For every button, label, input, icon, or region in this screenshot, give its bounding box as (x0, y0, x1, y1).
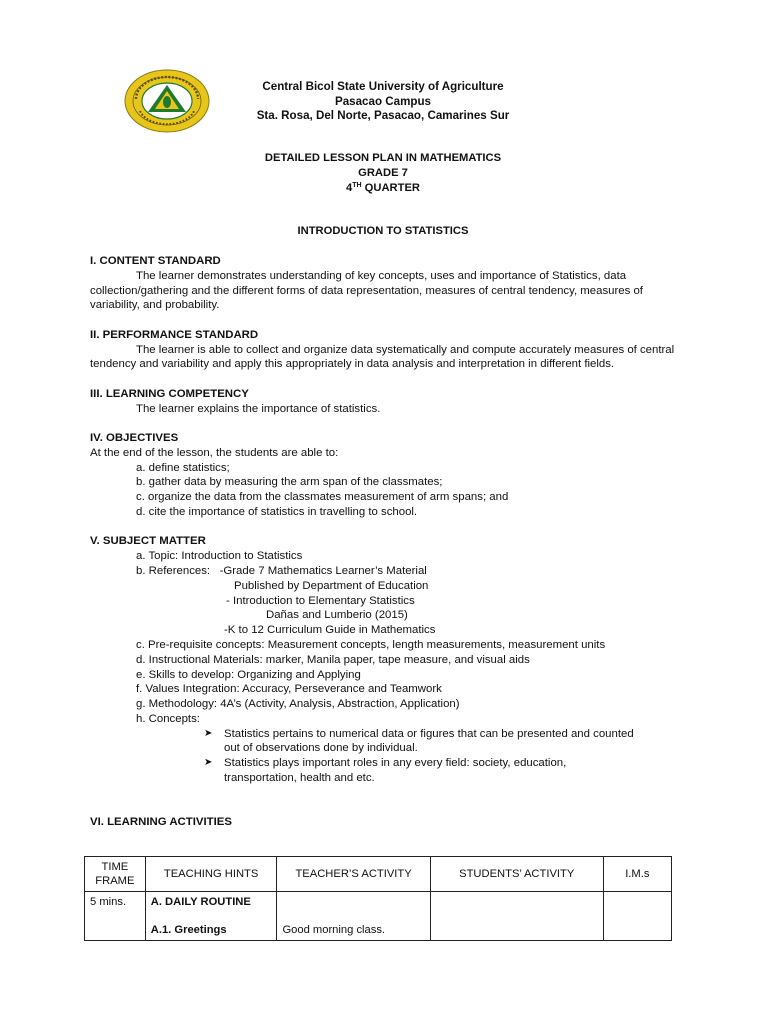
section-title-content-standard: I. CONTENT STANDARD (90, 255, 221, 267)
teacher-line: Good morning class. (282, 924, 386, 936)
column-header-ims: I.M.s (603, 857, 671, 892)
performance-standard-body: The learner is able to collect and organize data systematically and compute accurately measures of central tendency and variability and apply this appropriately in data analysis and interpretation in different fields. (90, 343, 675, 371)
column-header-teaching-hints: TEACHING HINTS (145, 857, 277, 892)
campus-name: Pasacao Campus (334, 94, 432, 108)
instructional-materials: d. Instructional Materials: marker, Manila paper, tape measure, and visual aids (136, 653, 530, 666)
table-header-row (85, 857, 672, 892)
section-title-subject-matter: V. SUBJECT MATTER (90, 535, 206, 548)
objective-item: b. gather data by measuring the arm span of the classmates; (136, 476, 443, 489)
cell-teaching-hints (145, 892, 277, 941)
university-header (200, 80, 566, 124)
plan-grade: GRADE 7 (358, 167, 408, 179)
cell-students-activity (430, 892, 603, 941)
objectives-intro: At the end of the lesson, the students are able to: (90, 446, 339, 459)
skills-to-develop: e. Skills to develop: Organizing and Applying (136, 668, 361, 681)
cell-ims (603, 892, 671, 941)
section-title-objectives: IV. OBJECTIVES (90, 431, 179, 444)
university-seal-icon (124, 69, 210, 133)
lesson-topic: INTRODUCTION TO STATISTICS (297, 225, 469, 237)
references-line: b. References: -Grade 7 Mathematics Learner’s Material (136, 564, 427, 577)
concept-item: ➤ Statistics plays important roles in any every field: society, education, transportation, health and etc. (204, 757, 567, 785)
learning-competency-body: The learner explains the importance of statistics. (136, 402, 381, 415)
arrow-bullet-icon: ➤ (204, 757, 213, 769)
section-title-learning-activities: VI. LEARNING ACTIVITIES (90, 816, 232, 829)
methodology: g. Methodology: 4A’s (Activity, Analysis, Abstraction, Application) (136, 698, 460, 711)
objective-item: c. organize the data from the classmates measurement of arm spans; and (136, 491, 509, 504)
plan-title-block (200, 151, 566, 196)
hint-sub: A.1. Greetings (150, 924, 227, 936)
plan-title: DETAILED LESSON PLAN IN MATHEMATICS (264, 152, 502, 164)
reference-item: -Grade 7 Mathematics Learner’s Material (219, 564, 427, 577)
subject-topic: a. Topic: Introduction to Statistics (136, 550, 303, 563)
concepts-label: h. Concepts: (136, 712, 200, 725)
objective-item: d. cite the importance of statistics in travelling to school. (136, 505, 418, 518)
column-header-teachers-activity: TEACHER’S ACTIVITY (277, 857, 430, 892)
reference-item: -K to 12 Curriculum Guide in Mathematics (224, 624, 436, 637)
plan-quarter: 4TH QUARTER (345, 182, 420, 194)
learning-activities-table (84, 856, 672, 941)
campus-address: Sta. Rosa, Del Norte, Pasacao, Camarines Sur (256, 109, 510, 123)
table-row (85, 892, 672, 941)
objective-item: a. define statistics; (136, 461, 230, 474)
reference-item: Dañas and Lumberio (2015) (266, 609, 408, 622)
section-title-performance-standard: II. PERFORMANCE STANDARD (90, 328, 259, 341)
column-header-students-activity: STUDENTS’ ACTIVITY (430, 857, 603, 892)
column-header-time-frame: TIME FRAME (85, 857, 146, 892)
cell-teacher-activity (277, 892, 430, 941)
content-standard-body: The learner demonstrates understanding of key concepts, uses and importance of Statistics, data collection/gathering and the different forms of data representation, measures of central tendency, measures of variability, and probability. (90, 269, 643, 312)
concept-item: ➤ Statistics pertains to numerical data or figures that can be presented and counted out of observations done by individual. (204, 727, 634, 755)
cell-time: 5 mins. (85, 892, 146, 941)
reference-item: Published by Department of Education (234, 579, 429, 592)
hint-title: A. DAILY ROUTINE (150, 896, 251, 908)
prerequisite-concepts: c. Pre-requisite concepts: Measurement concepts, length measurements, measurement units (136, 638, 606, 651)
section-title-learning-competency: III. LEARNING COMPETENCY (90, 387, 249, 400)
arrow-bullet-icon: ➤ (204, 727, 213, 739)
university-name: Central Bicol State University of Agriculture (262, 80, 504, 93)
values-integration: f. Values Integration: Accuracy, Perseverance and Teamwork (136, 683, 442, 696)
lesson-content (90, 254, 680, 830)
reference-item: - Introduction to Elementary Statistics (226, 594, 415, 607)
